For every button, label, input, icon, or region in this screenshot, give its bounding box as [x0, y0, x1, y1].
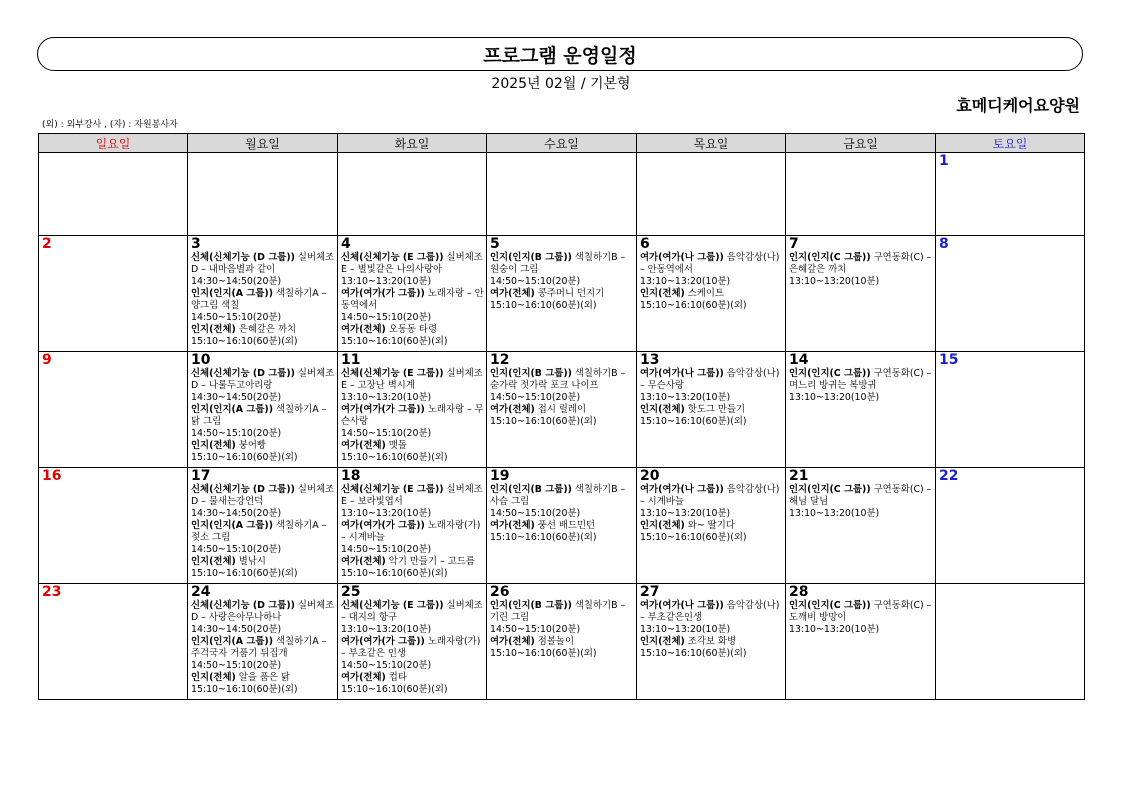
program-category: 인지(인지(C 그룹)) — [789, 600, 871, 611]
program-title: 구연동화(C) – 은혜갚은 까치 — [789, 252, 932, 275]
legend-note: (외) : 외부강사 , (자) : 자원봉사자 — [42, 120, 178, 130]
program-title: 콩주머니 던지기 — [537, 288, 605, 299]
program-time: 14:50~15:10(20분) — [490, 624, 581, 635]
program-time: 14:50~15:10(20분) — [191, 428, 282, 439]
program-title: 컵타 — [388, 672, 407, 683]
program-category: 여가(여가(가 그룹)) — [341, 288, 425, 299]
program-category: 인지(인지(A 그룹)) — [191, 404, 273, 415]
program-title: 악기 만들기 – 고드름 — [388, 556, 475, 567]
calendar-day-cell — [786, 153, 936, 236]
program-title: 풍선 배드민턴 — [537, 520, 596, 531]
program-category: 여가(전체) — [490, 288, 535, 299]
calendar-day-cell — [637, 153, 786, 236]
program-category: 신체(신체기능 (D 그룹)) — [191, 484, 295, 495]
program-category: 인지(인지(B 그룹)) — [490, 368, 572, 379]
program-time: 13:10~13:20(10분) — [341, 624, 432, 635]
program-time: 15:10~16:10(60분)(외) — [490, 416, 597, 427]
program-entry — [341, 672, 484, 696]
program-time: 14:30~14:50(20분) — [191, 508, 282, 519]
program-category: 여가(여가(가 그룹)) — [341, 404, 425, 415]
program-category: 인지(전체) — [191, 324, 236, 335]
program-category: 신체(신체기능 (D 그룹)) — [191, 368, 295, 379]
calendar-day-cell — [936, 352, 1085, 468]
calendar-day-cell — [39, 468, 188, 584]
program-entry — [640, 404, 783, 428]
program-category: 신체(신체기능 (D 그룹)) — [191, 252, 295, 263]
program-entry — [640, 636, 783, 660]
program-title: 음악감상(나) – 무슨사랑 — [640, 368, 780, 391]
calendar-day-cell — [786, 236, 936, 352]
day-number: 8 — [939, 236, 949, 252]
program-time: 14:50~15:10(20분) — [341, 428, 432, 439]
calendar-day-cell — [786, 468, 936, 584]
program-title: 구연동화(C) – 해님 달님 — [789, 484, 932, 507]
program-entry — [789, 484, 933, 520]
program-category: 인지(전체) — [191, 556, 236, 567]
program-time: 15:10~16:10(60분)(외) — [341, 684, 448, 695]
program-entry — [191, 252, 335, 288]
program-time: 15:10~16:10(60분)(외) — [191, 336, 298, 347]
calendar-day-cell — [39, 584, 188, 700]
program-title: 색칠하기B – 사슴 그림 — [490, 484, 626, 507]
calendar-day-cell — [637, 584, 786, 700]
day-number: 19 — [490, 468, 510, 484]
calendar-day-cell — [786, 584, 936, 700]
program-title: 실버체조E – 별빛같은 나의사랑아 — [341, 252, 483, 275]
program-time: 14:50~15:10(20분) — [341, 660, 432, 671]
program-category: 여가(전체) — [341, 556, 386, 567]
calendar-day-cell — [936, 584, 1085, 700]
day-number: 11 — [341, 352, 361, 368]
program-entry — [640, 600, 783, 636]
day-number: 2 — [42, 236, 52, 252]
program-time: 15:10~16:10(60분)(외) — [341, 336, 448, 347]
program-entry — [490, 288, 634, 312]
program-title: 노래자랑 – 무슨사랑 — [341, 404, 484, 427]
program-title: 알을 품은 닭 — [238, 672, 291, 683]
program-entry — [191, 440, 335, 464]
program-title: 스케이트 — [687, 288, 725, 299]
program-time: 15:10~16:10(60분)(외) — [490, 648, 597, 659]
program-time: 15:10~16:10(60분)(외) — [640, 532, 747, 543]
program-title: 노래자랑(가) – 부초같은 인생 — [341, 636, 481, 659]
program-category: 인지(전체) — [640, 404, 685, 415]
weekday-header-wednesday: 수요일 — [487, 134, 637, 153]
program-time: 14:50~15:10(20분) — [191, 660, 282, 671]
calendar-day-cell — [39, 352, 188, 468]
day-number: 15 — [939, 352, 959, 368]
program-entry — [640, 520, 783, 544]
program-title: 조각보 화병 — [687, 636, 737, 647]
program-category: 인지(인지(B 그룹)) — [490, 484, 572, 495]
program-category: 여가(전체) — [341, 672, 386, 683]
weekday-header-friday: 금요일 — [786, 134, 936, 153]
calendar-day-cell — [188, 468, 338, 584]
program-title: 실버체조E – 고장난 벽시계 — [341, 368, 483, 391]
calendar-table — [38, 133, 1085, 700]
program-title: 실버체조 – 대지의 항구 — [341, 600, 483, 623]
program-category: 인지(인지(B 그룹)) — [490, 252, 572, 263]
program-time: 14:50~15:10(20분) — [191, 312, 282, 323]
day-number: 10 — [191, 352, 211, 368]
program-entry — [490, 520, 634, 544]
program-time: 15:10~16:10(60분)(외) — [640, 648, 747, 659]
program-time: 14:50~15:10(20분) — [341, 544, 432, 555]
calendar-day-cell — [338, 352, 487, 468]
calendar-day-cell — [188, 352, 338, 468]
program-time: 14:30~14:50(20분) — [191, 624, 282, 635]
program-entry — [490, 252, 634, 288]
program-entry — [191, 556, 335, 580]
program-category: 인지(전체) — [640, 636, 685, 647]
day-number: 5 — [490, 236, 500, 252]
program-title: 실버체조D – 사랑은아무나하나 — [191, 600, 335, 623]
program-time: 14:50~15:10(20분) — [490, 392, 581, 403]
program-title: 노래자랑 – 안동역에서 — [341, 288, 484, 311]
program-entry — [640, 252, 783, 288]
program-category: 여가(전체) — [341, 324, 386, 335]
program-entry — [341, 404, 484, 440]
program-category: 여가(전체) — [490, 404, 535, 415]
program-entry — [191, 324, 335, 348]
program-title: 구연동화(C) – 도깨비 방망이 — [789, 600, 932, 623]
program-category: 인지(인지(A 그룹)) — [191, 520, 273, 531]
program-category: 신체(신체기능 (E 그룹)) — [341, 252, 444, 263]
program-entry — [341, 600, 484, 636]
program-time: 15:10~16:10(60분)(외) — [341, 568, 448, 579]
program-entry — [490, 484, 634, 520]
calendar-day-cell — [338, 584, 487, 700]
program-title: 색칠하기A – 닭 그림 — [191, 404, 327, 427]
program-title: 노래자랑(가) – 시계바늘 — [341, 520, 481, 543]
program-title: 색칠하기A – 주걱국자 거품기 뒤집개 — [191, 636, 327, 659]
program-category: 신체(신체기능 (D 그룹)) — [191, 600, 295, 611]
program-title: 은혜갚은 까치 — [238, 324, 297, 335]
program-time: 13:10~13:20(10분) — [640, 276, 731, 287]
calendar-day-cell — [487, 468, 637, 584]
program-category: 인지(인지(C 그룹)) — [789, 484, 871, 495]
day-number: 18 — [341, 468, 361, 484]
day-number: 24 — [191, 584, 211, 600]
program-time: 15:10~16:10(60분)(외) — [490, 300, 597, 311]
calendar-day-cell — [188, 153, 338, 236]
program-category: 인지(인지(C 그룹)) — [789, 368, 871, 379]
program-category: 신체(신체기능 (E 그룹)) — [341, 600, 444, 611]
day-number: 28 — [789, 584, 809, 600]
program-entry — [640, 288, 783, 312]
program-time: 14:50~15:10(20분) — [490, 508, 581, 519]
weekday-header-saturday: 토요일 — [936, 134, 1085, 153]
program-title: 색칠하기A – 양그림 색칠 — [191, 288, 327, 311]
program-title: 핫도그 만들기 — [687, 404, 746, 415]
page-subtitle: 2025년 02월 / 기본형 — [491, 76, 631, 92]
day-number: 3 — [191, 236, 201, 252]
calendar-body — [39, 153, 1085, 700]
program-category: 신체(신체기능 (E 그룹)) — [341, 484, 444, 495]
program-category: 여가(여가(가 그룹)) — [341, 520, 425, 531]
program-title: 접시 릴레이 — [537, 404, 587, 415]
program-category: 인지(전체) — [640, 520, 685, 531]
day-number: 16 — [42, 468, 62, 484]
calendar-day-cell — [487, 584, 637, 700]
program-time: 14:50~15:10(20분) — [490, 276, 581, 287]
day-number: 4 — [341, 236, 351, 252]
program-entry — [341, 368, 484, 404]
program-title: 색칠하기B – 원숭이 그림 — [490, 252, 626, 275]
calendar-day-cell — [39, 153, 188, 236]
day-number: 23 — [42, 584, 62, 600]
program-entry — [341, 440, 484, 464]
program-entry — [490, 404, 634, 428]
program-category: 여가(전체) — [490, 520, 535, 531]
program-title: 색칠하기A – 젖소 그림 — [191, 520, 327, 543]
program-category: 여가(여가(가 그룹)) — [341, 636, 425, 647]
program-time: 14:50~15:10(20분) — [191, 544, 282, 555]
program-time: 14:30~14:50(20분) — [191, 276, 282, 287]
program-entry — [490, 368, 634, 404]
program-entry — [341, 324, 484, 348]
calendar-week-row — [39, 468, 1085, 584]
calendar-day-cell — [338, 236, 487, 352]
program-entry — [490, 600, 634, 636]
program-time: 13:10~13:20(10분) — [341, 392, 432, 403]
day-number: 22 — [939, 468, 959, 484]
page-title: 프로그램 운영일정 — [37, 37, 1083, 71]
calendar-day-cell — [188, 584, 338, 700]
program-time: 15:10~16:10(60분)(외) — [490, 532, 597, 543]
program-time: 13:10~13:20(10분) — [789, 392, 880, 403]
program-title: 별낚시 — [238, 556, 266, 567]
organization-name: 효메디케어요양원 — [956, 96, 1080, 115]
day-number: 17 — [191, 468, 211, 484]
calendar-day-cell — [936, 236, 1085, 352]
program-entry — [191, 520, 335, 556]
program-title: 오동동 타령 — [388, 324, 438, 335]
weekday-header-tuesday: 화요일 — [338, 134, 487, 153]
program-time: 15:10~16:10(60분)(외) — [191, 684, 298, 695]
program-entry — [191, 636, 335, 672]
program-entry — [191, 600, 335, 636]
calendar-week-row — [39, 352, 1085, 468]
program-title: 와~ 딸기다 — [687, 520, 735, 531]
program-category: 인지(인지(A 그룹)) — [191, 288, 273, 299]
calendar-week-row — [39, 236, 1085, 352]
program-time: 13:10~13:20(10분) — [789, 276, 880, 287]
program-time: 13:10~13:20(10분) — [640, 392, 731, 403]
program-title: 붕어빵 — [238, 440, 266, 451]
calendar-day-cell — [39, 236, 188, 352]
program-entry — [789, 252, 933, 288]
program-category: 인지(전체) — [191, 672, 236, 683]
program-category: 인지(인지(C 그룹)) — [789, 252, 871, 263]
program-entry — [191, 288, 335, 324]
program-title: 실버체조D – 내마음별과 같이 — [191, 252, 335, 275]
calendar-day-cell — [637, 236, 786, 352]
program-time: 15:10~16:10(60분)(외) — [341, 452, 448, 463]
program-title: 음악감상(나) – 부초같은인생 — [640, 600, 780, 623]
program-time: 13:10~13:20(10분) — [640, 624, 731, 635]
calendar-week-row — [39, 153, 1085, 236]
program-time: 13:10~13:20(10분) — [789, 624, 880, 635]
calendar-day-cell — [188, 236, 338, 352]
program-entry — [341, 252, 484, 288]
weekday-header-monday: 월요일 — [188, 134, 338, 153]
program-entry — [341, 520, 484, 556]
calendar-day-cell — [637, 468, 786, 584]
program-category: 여가(여가(나 그룹)) — [640, 368, 724, 379]
program-category: 여가(전체) — [341, 440, 386, 451]
program-entry — [191, 368, 335, 404]
calendar-day-cell — [487, 236, 637, 352]
program-title: 색칠하기B – 숟가락 젓가락 포크 나이프 — [490, 368, 626, 391]
day-number: 26 — [490, 584, 510, 600]
calendar-day-cell — [936, 468, 1085, 584]
program-title: 음악감상(나) – 시계바늘 — [640, 484, 780, 507]
day-number: 25 — [341, 584, 361, 600]
calendar-day-cell — [786, 352, 936, 468]
calendar-week-row — [39, 584, 1085, 700]
day-number: 27 — [640, 584, 660, 600]
program-category: 인지(인지(A 그룹)) — [191, 636, 273, 647]
program-entry — [341, 288, 484, 324]
program-title: 맷돌 — [388, 440, 407, 451]
program-entry — [341, 556, 484, 580]
calendar-day-cell — [487, 153, 637, 236]
day-number: 1 — [939, 153, 949, 169]
program-entry — [640, 368, 783, 404]
weekday-header-sunday: 일요일 — [39, 134, 188, 153]
program-title: 실버체조D – 물새는강언덕 — [191, 484, 335, 507]
day-number: 21 — [789, 468, 809, 484]
program-time: 14:30~14:50(20분) — [191, 392, 282, 403]
program-entry — [191, 404, 335, 440]
day-number: 20 — [640, 468, 660, 484]
program-title: 색칠하기B – 기린 그림 — [490, 600, 626, 623]
day-number: 13 — [640, 352, 660, 368]
calendar-day-cell — [338, 468, 487, 584]
program-time: 15:10~16:10(60분)(외) — [640, 416, 747, 427]
program-entry — [490, 636, 634, 660]
program-category: 신체(신체기능 (E 그룹)) — [341, 368, 444, 379]
program-title: 실버체조E – 보라빛엽서 — [341, 484, 483, 507]
program-entry — [341, 636, 484, 672]
program-category: 인지(전체) — [191, 440, 236, 451]
calendar-day-cell — [338, 153, 487, 236]
program-time: 14:50~15:10(20분) — [341, 312, 432, 323]
day-number: 6 — [640, 236, 650, 252]
program-category: 여가(여가(나 그룹)) — [640, 484, 724, 495]
program-entry — [789, 600, 933, 636]
program-entry — [341, 484, 484, 520]
weekday-header-thursday: 목요일 — [637, 134, 786, 153]
day-number: 7 — [789, 236, 799, 252]
program-time: 13:10~13:20(10분) — [341, 508, 432, 519]
program-time: 13:10~13:20(10분) — [640, 508, 731, 519]
program-title: 점볼놀이 — [537, 636, 575, 647]
day-number: 12 — [490, 352, 510, 368]
program-category: 인지(인지(B 그룹)) — [490, 600, 572, 611]
program-time: 15:10~16:10(60분)(외) — [191, 568, 298, 579]
program-title: 실버체조D – 나룰두고아리랑 — [191, 368, 335, 391]
program-category: 여가(전체) — [490, 636, 535, 647]
day-number: 14 — [789, 352, 809, 368]
program-category: 여가(여가(나 그룹)) — [640, 600, 724, 611]
program-time: 13:10~13:20(10분) — [341, 276, 432, 287]
day-number: 9 — [42, 352, 52, 368]
calendar-day-cell — [936, 153, 1085, 236]
program-time: 15:10~16:10(60분)(외) — [191, 452, 298, 463]
program-entry — [191, 672, 335, 696]
program-time: 13:10~13:20(10분) — [789, 508, 880, 519]
program-category: 인지(전체) — [640, 288, 685, 299]
calendar-day-cell — [487, 352, 637, 468]
program-title: 음악감상(나) – 안동역에서 — [640, 252, 780, 275]
program-entry — [789, 368, 933, 404]
program-entry — [191, 484, 335, 520]
program-time: 15:10~16:10(60분)(외) — [640, 300, 747, 311]
program-category: 여가(여가(나 그룹)) — [640, 252, 724, 263]
program-entry — [640, 484, 783, 520]
program-title: 구연동화(C) –며느리 방귀는 복방귀 — [789, 368, 932, 391]
calendar-day-cell — [637, 352, 786, 468]
weekday-header-row — [39, 134, 1085, 153]
